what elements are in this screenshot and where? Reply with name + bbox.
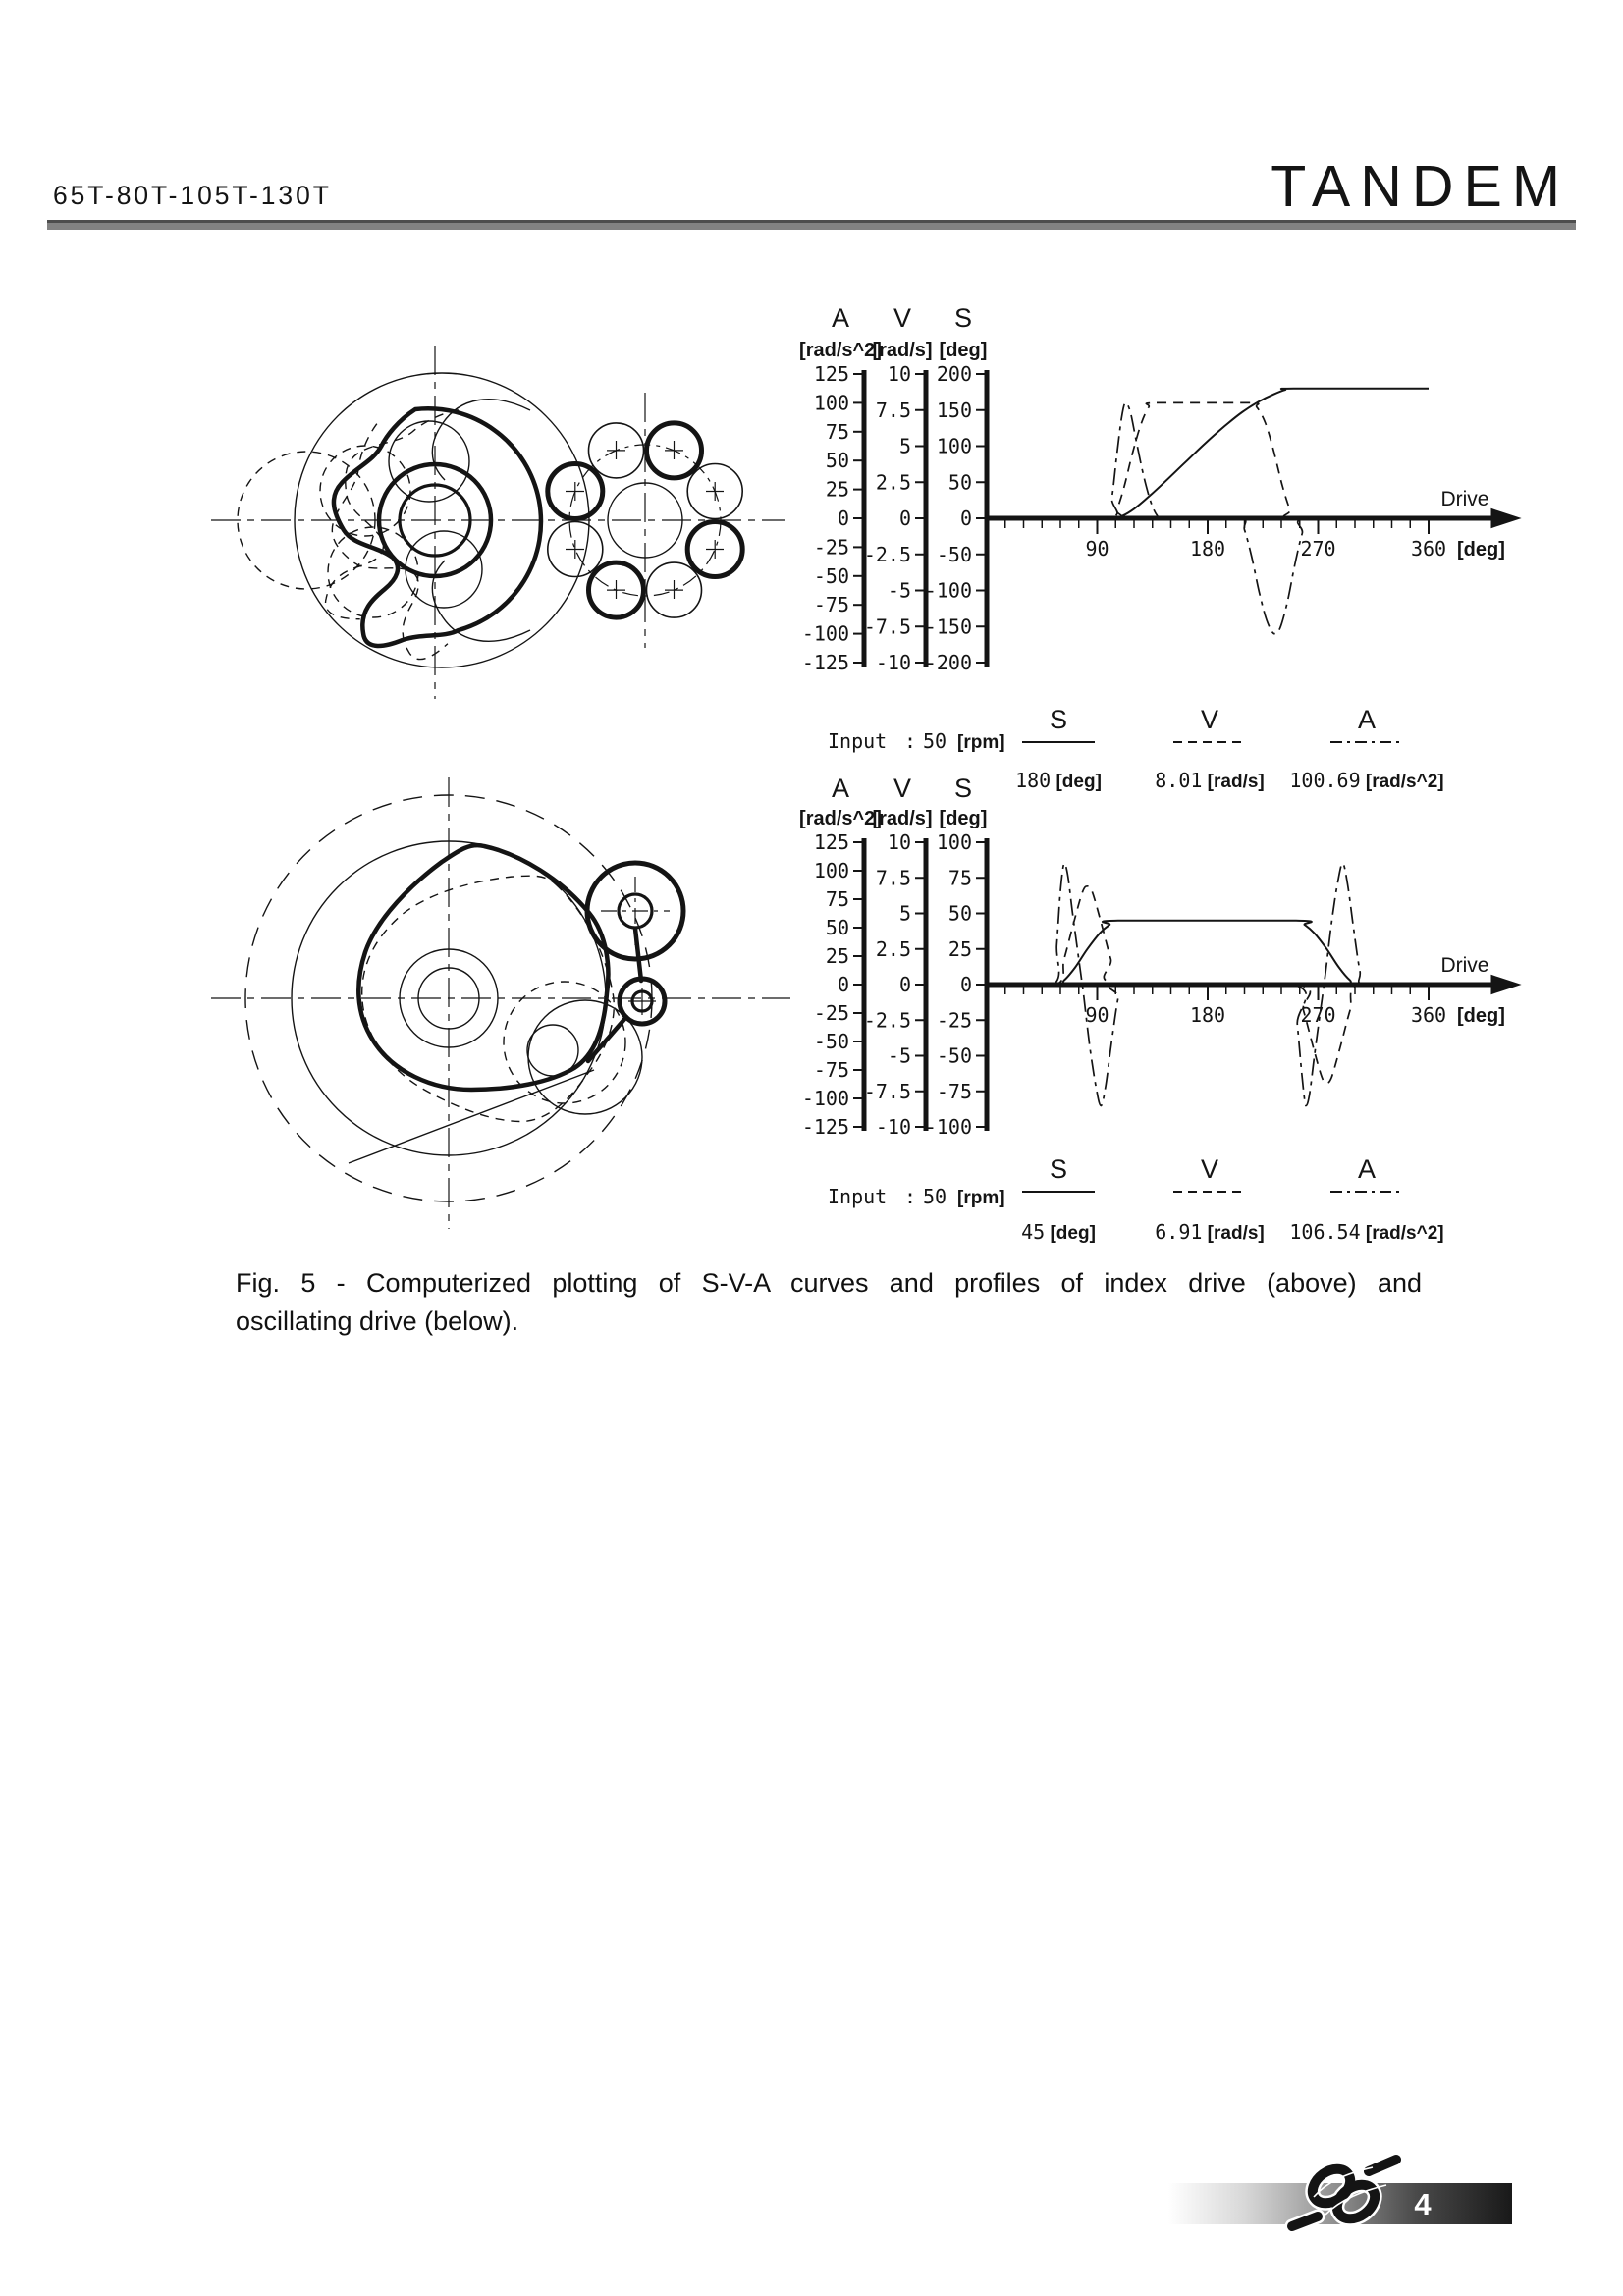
svg-text:90: 90 [1085,1003,1109,1027]
svg-text:45 [deg]: 45 [deg] [1021,1220,1096,1244]
svg-text:75: 75 [825,419,849,444]
brand-logo-text: TANDEM [1271,154,1570,219]
svg-text:10: 10 [887,362,911,386]
svg-text:-5: -5 [887,1043,911,1068]
x-axis-drive [987,954,1520,1027]
svg-text:-50: -50 [813,1030,849,1053]
svg-text:-25: -25 [936,1008,972,1033]
svg-text:5: 5 [898,434,911,458]
svg-text:A: A [831,774,850,803]
svg-text:360: 360 [1410,537,1447,561]
svg-text:0: 0 [959,507,972,530]
svg-text:360: 360 [1410,1003,1447,1027]
figure-caption-line2: oscillating drive (below). [236,1307,519,1336]
centerlines [211,346,785,699]
svg-text:5: 5 [898,901,911,926]
svg-text:2.5: 2.5 [875,470,911,495]
series-S [987,389,1429,518]
svg-text:0: 0 [837,973,849,996]
svg-text:V: V [1200,1154,1219,1184]
svg-text:S: S [953,303,973,333]
svg-text:100.69 [rad/s^2]: 100.69 [rad/s^2] [1289,769,1444,792]
svg-text:0: 0 [898,973,911,996]
svg-text:[deg]: [deg] [939,808,988,829]
svg-text:100: 100 [936,830,972,854]
svg-text:-2.5: -2.5 [863,1008,911,1033]
pocket-roller-circle-lower [406,531,482,608]
svg-text:10: 10 [887,830,911,854]
y-axis-S [925,303,988,674]
svg-text:-75: -75 [813,1058,849,1082]
svg-text:125: 125 [813,362,849,386]
svg-text:-200: -200 [924,651,972,674]
svg-text:8.01 [rad/s]: 8.01 [rad/s] [1155,769,1265,792]
svg-text:-50: -50 [813,563,849,588]
legend [828,1154,1444,1244]
index-drive-profile-drawing [167,245,795,707]
oscillating-drive-chart [790,751,1615,1266]
figure-caption-line1: Fig. 5 - Computerized plotting of S-V-A curves and profiles of index drive (above) and [236,1268,1422,1298]
svg-text:A: A [831,303,850,333]
svg-text:270: 270 [1300,537,1336,561]
index-drive-chart [790,285,1615,800]
svg-text:7.5: 7.5 [875,866,911,890]
svg-text:180 [deg]: 180 [deg] [1015,769,1102,792]
svg-text:S: S [1049,705,1068,734]
svg-text:-125: -125 [801,1115,849,1139]
series-S [987,921,1429,985]
svg-text:200: 200 [936,362,972,386]
svg-text:0: 0 [959,973,972,996]
svg-text:[deg]: [deg] [1457,539,1505,561]
svg-text:25: 25 [825,944,849,968]
svg-text:25: 25 [947,936,972,961]
svg-text:270: 270 [1300,1003,1336,1027]
svg-text:-25: -25 [813,1001,849,1025]
svg-text:75: 75 [825,887,849,911]
series-V [987,402,1429,518]
cam-outline [358,845,608,1090]
svg-text:-100: -100 [924,1115,972,1139]
lever-ghost-line [349,1070,594,1163]
svg-text:50: 50 [825,449,849,473]
svg-text:100: 100 [813,859,849,882]
svg-text:-5: -5 [887,578,911,603]
svg-text:50: 50 [825,916,849,939]
y-axis-V [864,303,933,674]
svg-text:50: 50 [947,901,972,926]
svg-text:Drive: Drive [1440,488,1489,510]
input-rpm-label: Input : 50 [rpm] [828,1185,1005,1208]
svg-text:2.5: 2.5 [875,936,911,961]
svg-text:50: 50 [947,470,972,495]
svg-text:A: A [1357,705,1377,734]
svg-text:75: 75 [947,866,972,890]
svg-text:6.91 [rad/s]: 6.91 [rad/s] [1155,1220,1265,1244]
header-rule [47,220,1576,230]
oscillating-drive-profile-drawing [196,766,805,1247]
svg-text:[rad/s^2]: [rad/s^2] [799,340,882,361]
svg-text:[deg]: [deg] [939,340,988,361]
svg-text:A: A [1357,1154,1377,1184]
svg-text:-75: -75 [936,1079,972,1103]
svg-text:-150: -150 [924,614,972,639]
svg-text:-2.5: -2.5 [863,542,911,566]
svg-text:-10: -10 [875,651,911,674]
svg-text:-100: -100 [801,1087,849,1110]
svg-text:[rad/s]: [rad/s] [872,340,933,361]
svg-text:-125: -125 [801,651,849,674]
svg-text:S: S [953,774,973,803]
x-axis-drive [987,488,1520,561]
svg-text:S: S [1049,1154,1068,1184]
header-model-codes: 65T-80T-105T-130T [53,181,332,210]
svg-text:-100: -100 [801,621,849,646]
svg-text:V: V [1200,705,1219,734]
svg-text:-75: -75 [813,593,849,617]
knot-logo [1281,2138,1409,2240]
input-rpm-label: Input : 50 [rpm] [828,729,1005,753]
svg-text:106.54 [rad/s^2]: 106.54 [rad/s^2] [1289,1220,1444,1244]
svg-text:-7.5: -7.5 [863,614,911,639]
svg-text:100: 100 [936,434,972,458]
y-axis-V [864,774,933,1139]
svg-text:Drive: Drive [1440,954,1489,977]
svg-text:-10: -10 [875,1115,911,1139]
svg-text:0: 0 [898,507,911,530]
svg-text:[deg]: [deg] [1457,1005,1505,1027]
series-A [987,864,1429,1106]
svg-text:[rad/s]: [rad/s] [872,808,933,829]
svg-text:180: 180 [1189,1003,1226,1027]
svg-text:[rad/s^2]: [rad/s^2] [799,808,882,829]
svg-text:-25: -25 [813,535,849,560]
svg-text:-7.5: -7.5 [863,1079,911,1103]
svg-text:V: V [893,774,912,803]
svg-text:-100: -100 [924,578,972,603]
phantom-cam-outlines [238,380,461,674]
svg-text:-50: -50 [936,1043,972,1068]
svg-text:90: 90 [1085,537,1109,561]
svg-text:7.5: 7.5 [875,398,911,422]
svg-text:0: 0 [837,507,849,530]
svg-text:125: 125 [813,830,849,854]
svg-text:100: 100 [813,391,849,415]
svg-text:-50: -50 [936,542,972,566]
svg-text:25: 25 [825,477,849,502]
page-number: 4 [1414,2187,1432,2221]
svg-text:150: 150 [936,398,972,422]
y-axis-S [925,774,988,1139]
pocket-roller-circle-upper [389,421,469,502]
svg-text:180: 180 [1189,537,1226,561]
figure-caption [236,1264,1422,1341]
centerlines [211,777,790,1229]
svg-text:V: V [893,303,912,333]
